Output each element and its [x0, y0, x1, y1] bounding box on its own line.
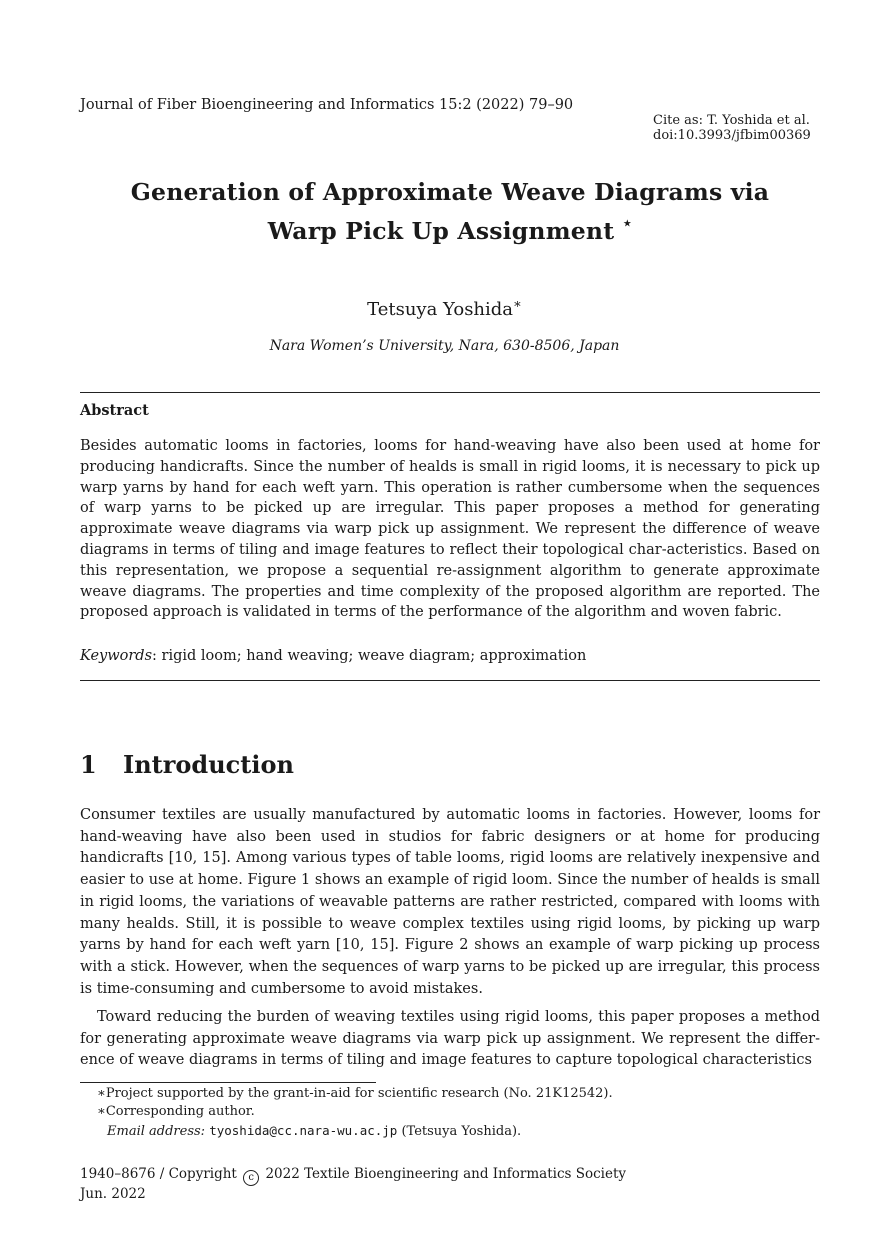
email-address: tyoshida@cc.nara-wu.ac.jp: [209, 1123, 398, 1138]
issn-text: 1940–8676 / Copyright: [80, 1166, 237, 1182]
email-suffix: (Tetsuya Yoshida).: [397, 1124, 522, 1139]
intro-paragraph-1: Consumer textiles are usually manufactured by automatic looms in factories. However, looms for hand-weaving have also been used in studios for fabric designers or at home for producing handicrafts [10, 15]. Among various types of table looms, rigid looms are relatively inexpensive and easier to use at home. Figure 1 shows an example of rigid loom. Since the number of healds is small in rigid looms, the variations of weavable patterns are rather restricted, compared with looms with many healds. Still, it is possible to weave complex textiles using rigid looms, by picking up warp yarns by hand for each weft yarn [10, 15]. Figure 2 shows an example of warp picking up process with a stick. However, when the sequences of warp yarns to be picked up are irregular, this process is time-consuming and cumbersome to avoid mistakes.: [80, 807, 820, 997]
section-title: Introduction: [123, 750, 294, 779]
citation-info: [653, 113, 811, 143]
keywords-text: : rigid loom; hand weaving; weave diagram; approximation: [152, 648, 587, 664]
intro-paragraph-2: Toward reducing the burden of weaving textiles using rigid looms, this paper proposes a method for generating approximate weave diagrams via warp pick up assignment. We represent the differ-ence of weave diagrams in terms of tiling and image features to capture topological characteristics: [80, 1009, 820, 1069]
abstract-top-rule: [80, 392, 820, 393]
footnote-rule: [80, 1082, 376, 1083]
copyright-icon: c: [243, 1170, 259, 1186]
author-name: [0, 297, 889, 320]
title-line-2-text: Warp Pick Up Assignment: [267, 216, 615, 245]
title-footnote-mark: ⋆: [622, 214, 633, 232]
page-footer: [80, 1166, 626, 1204]
title-line-1: Generation of Approximate Weave Diagrams via: [130, 178, 770, 206]
doi: doi:10.3993/jfbim00369: [653, 128, 811, 143]
paper-title: [60, 176, 840, 248]
keywords-label: Keywords: [80, 648, 153, 664]
author-affiliation: Nara Women’s University, Nara, 630-8506, Japan: [269, 338, 620, 354]
keywords: [80, 648, 586, 664]
society-text: 2022 Textile Bioengineering and Informatics Society: [265, 1166, 627, 1182]
abstract-heading: Abstract: [80, 402, 149, 419]
copyright-line: [80, 1166, 626, 1186]
cite-as: Cite as: T. Yoshida et al.: [653, 113, 810, 128]
section-number: 1: [80, 750, 97, 779]
author-mark: ∗: [513, 297, 522, 312]
issue-date: Jun. 2022: [80, 1186, 146, 1202]
journal-header: Journal of Fiber Bioengineering and Informatics 15:2 (2022) 79–90: [80, 97, 574, 113]
title-line-2: [60, 209, 840, 248]
section-heading: [80, 750, 294, 779]
footnote-email: [107, 1123, 521, 1140]
footnote-project: ∗Project supported by the grant-in-aid for scientific research (No. 21K12542).: [97, 1086, 613, 1101]
abstract-text: Besides automatic looms in factories, looms for hand-weaving have also been used at home for producing handicrafts. Since the number of healds is small in rigid looms, it is necessary to pick up warp yarns by hand for each weft yarn. This operation is rather cumbersome when the sequences of warp yarns to be picked up are irregular. This paper proposes a method for generating approximate weave diagrams via warp pick up assignment. We represent the difference of weave diagrams in terms of tiling and image features to reflect their topological char-acteristics. Based on this representation, we propose a sequential re-assignment algorithm to generate approximate weave diagrams. The properties and time complexity of the proposed algorithm are reported. The proposed approach is validated in terms of the performance of the algorithm and woven fabric.: [80, 438, 820, 621]
email-label: Email address:: [107, 1124, 206, 1139]
author-name-text: Tetsuya Yoshida: [367, 299, 514, 320]
abstract-bottom-rule: [80, 680, 820, 681]
footnote-corresponding: ∗Corresponding author.: [97, 1104, 255, 1119]
